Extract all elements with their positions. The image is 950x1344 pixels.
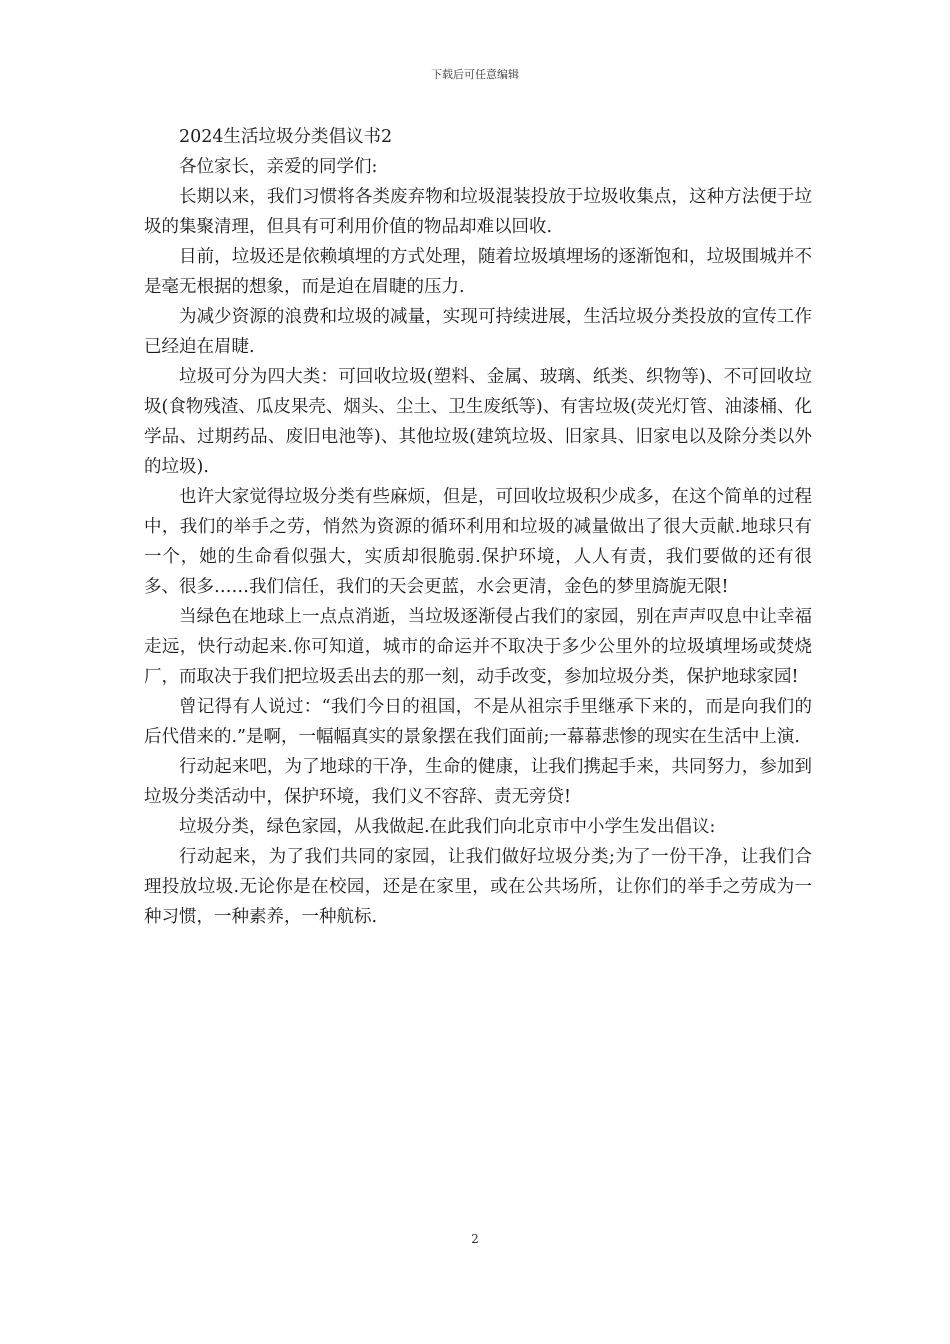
paragraph: 垃圾可分为四大类：可回收垃圾(塑料、金属、玻璃、纸类、织物等)、不可回收垃圾(食物残渣、瓜皮果壳、烟头、尘土、卫生废纸等)、有害垃圾(荧光灯管、油漆桶、化学品、过期药品、废旧电池等)、其他垃圾(建筑垃圾、旧家具、旧家电以及除分类以外的垃圾).: [144, 367, 812, 477]
paragraph: 曾记得有人说过：“我们今日的祖国，不是从祖宗手里继承下来的，而是向我们的后代借来的.”是啊，一幅幅真实的景象摆在我们面前;一幕幕悲惨的现实在生活中上演.: [144, 697, 812, 747]
paragraph: 目前，垃圾还是依赖填埋的方式处理，随着垃圾填埋场的逐渐饱和，垃圾围城并不是毫无根据的想象，而是迫在眉睫的压力.: [144, 247, 812, 297]
paragraph: 为减少资源的浪费和垃圾的减量，实现可持续进展，生活垃圾分类投放的宣传工作已经迫在眉睫.: [144, 307, 812, 357]
document-body: [144, 122, 812, 932]
paragraph: 长期以来，我们习惯将各类废弃物和垃圾混装投放于垃圾收集点，这种方法便于垃圾的集聚清理，但具有可利用价值的物品却难以回收.: [144, 187, 812, 237]
paragraph: 垃圾分类，绿色家园，从我做起.在此我们向北京市中小学生发出倡议:: [179, 817, 716, 837]
page-header: 下载后可任意编辑: [431, 68, 519, 81]
document-title: 2024生活垃圾分类倡议书2: [179, 127, 393, 147]
page-number: 2: [471, 1232, 479, 1246]
greeting: 各位家长，亲爱的同学们:: [179, 157, 378, 177]
paragraph: 也许大家觉得垃圾分类有些麻烦，但是，可回收垃圾积少成多，在这个简单的过程中，我们的举手之劳，悄然为资源的循环利用和垃圾的减量做出了很大贡献.地球只有一个，她的生命看似强大，实质却很脆弱.保护环境，人人有责，我们要做的还有很多、很多……我们信任，我们的天会更蓝，水会更清，金色的梦里旖旎无限!: [144, 487, 812, 597]
paragraph: 行动起来吧，为了地球的干净，生命的健康，让我们携起手来，共同努力，参加到垃圾分类活动中，保护环境，我们义不容辞、责无旁贷!: [144, 757, 812, 807]
paragraph: 行动起来，为了我们共同的家园，让我们做好垃圾分类;为了一份干净，让我们合理投放垃圾.无论你是在校园，还是在家里，或在公共场所，让你们的举手之劳成为一种习惯，一种素养，一种航标.: [144, 847, 812, 927]
paragraph: 当绿色在地球上一点点消逝，当垃圾逐渐侵占我们的家园，别在声声叹息中让幸福走远，快行动起来.你可知道，城市的命运并不取决于多少公里外的垃圾填埋场或焚烧厂，而取决于我们把垃圾丢出去的那一刻，动手改变，参加垃圾分类，保护地球家园!: [144, 607, 812, 687]
